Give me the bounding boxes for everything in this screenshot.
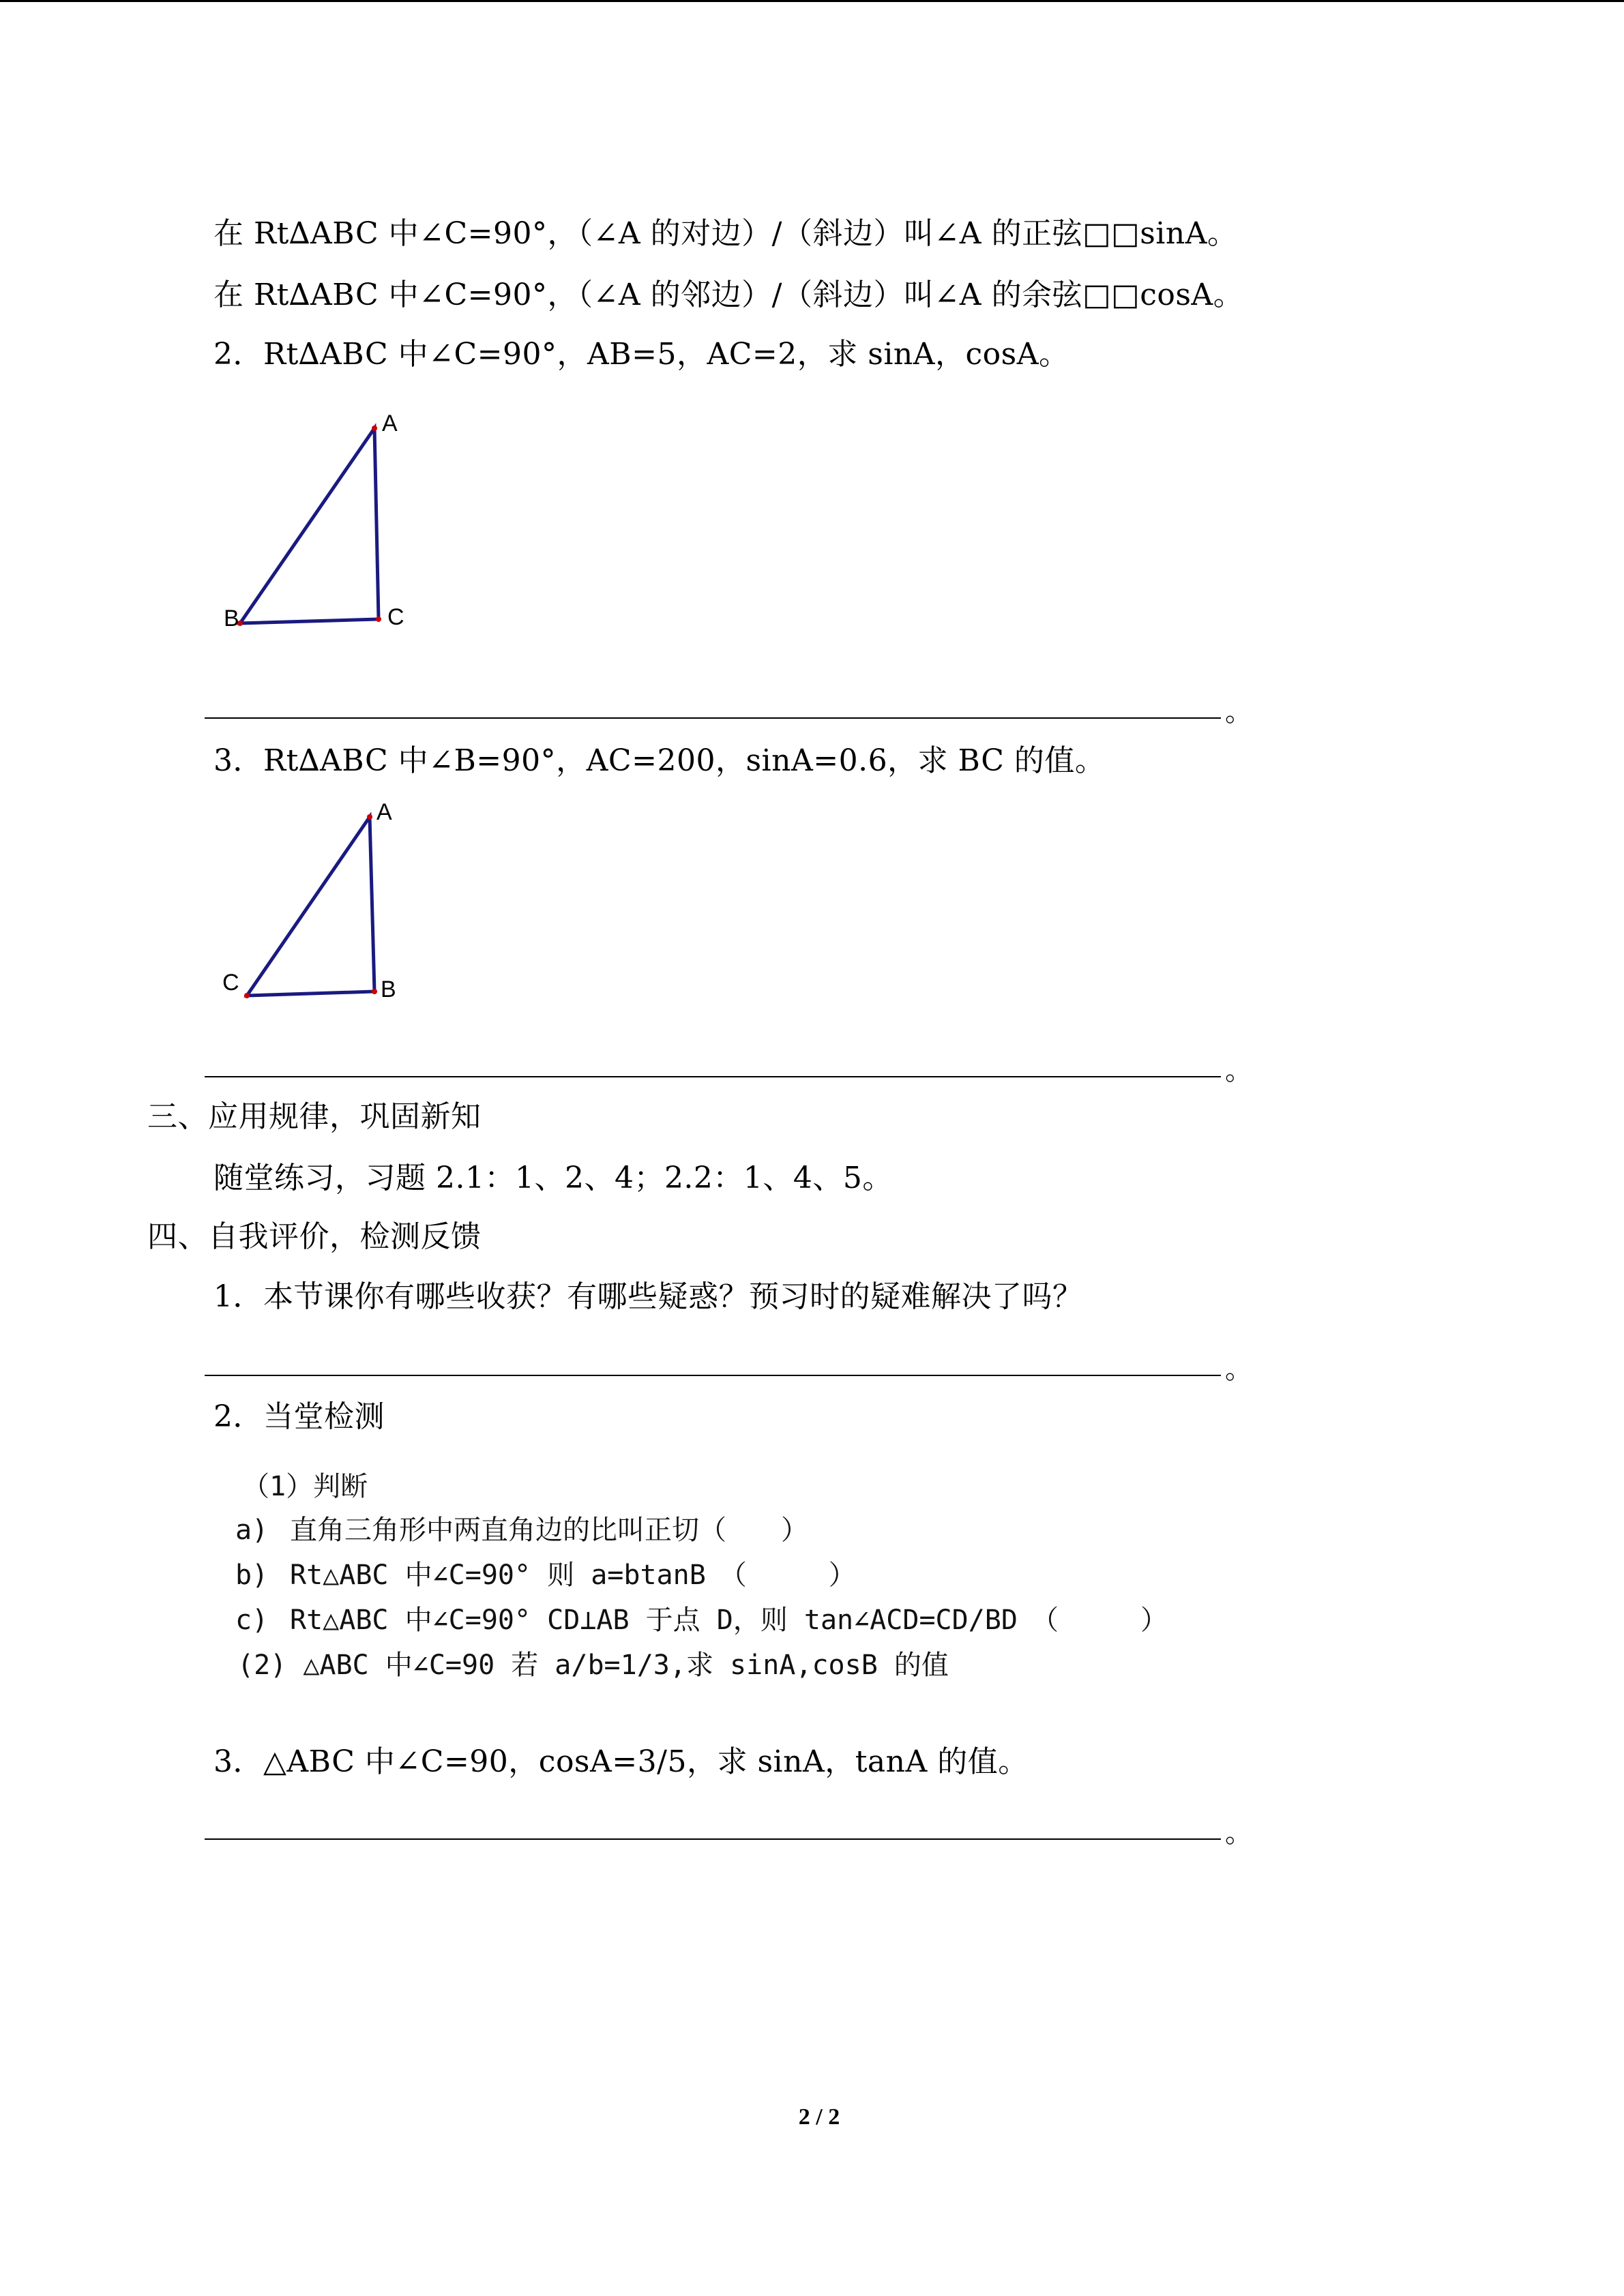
vertex-a-dot [367,814,372,820]
answer-line-period: 。 [1225,1817,1252,1849]
vertex-label-b: B [381,976,396,1002]
vertex-label-a: A [382,411,398,436]
section-4-heading: 四、自我评价，检测反馈 [147,1219,482,1254]
problem-2-triangle-figure [218,402,464,641]
vertex-label-a: A [377,799,392,825]
judge-item-marker: a) [235,1515,269,1546]
problem-final: 3．△ABC 中∠C=90，cosA=3/5，求 sinA，tanA 的值。 [213,1744,1029,1779]
vertex-label-b: B [224,606,239,631]
answer-line [205,1076,1221,1077]
judge-item-marker: c) [235,1605,269,1636]
answer-line [205,1375,1221,1376]
judge-item-b [235,1556,856,1594]
judge-item-c [235,1601,1168,1639]
vertex-label-c: C [222,970,239,996]
vertex-a-dot [372,426,377,431]
vertex-c-dot [244,993,250,998]
judge-item-text: 直角三角形中两直角边的比叫正切（ ） [290,1515,808,1546]
triangle-abc [240,428,379,623]
reflection-question: 1．本节课你有哪些收获？有哪些疑惑？预习时的疑难解决了吗？ [213,1279,1083,1314]
page-number: 2 / 2 [798,2104,840,2130]
judge-item-text: Rt△ABC 中∠C=90° CD⊥AB 于点 D，则 tan∠ACD=CD/BD （ ） [290,1605,1168,1636]
section-3-heading: 三、应用规律，巩固新知 [147,1099,482,1134]
answer-line-period: 。 [1225,1354,1252,1385]
answer-line [205,1838,1221,1840]
problem-2-text: 2．Rt∆ABC 中∠C=90°，AB=5，AC=2，求 sinA，cosA。 [213,337,1069,372]
judge-item-a [235,1511,808,1549]
cosine-definition: 在 Rt∆ABC 中∠C=90°，（∠A 的邻边）/（斜边）叫∠A 的余弦□□cosA。 [213,278,1244,312]
practice-assignment: 随堂练习，习题 2.1：1、2、4；2.2：1、4、5。 [213,1161,893,1195]
judge-part-2: (2) △ABC 中∠C=90 若 a/b=1/3,求 sinA,cosB 的值 [237,1650,949,1681]
judge-item-text: Rt△ABC 中∠C=90° 则 a=btanB （ ） [290,1560,856,1591]
vertex-c-dot [376,616,381,622]
vertex-b-dot [372,989,377,994]
problem-3-triangle-figure [218,791,464,1009]
answer-line-period: 。 [1225,1055,1252,1086]
judge-item-marker: b) [235,1560,269,1591]
sine-definition: 在 Rt∆ABC 中∠C=90°，（∠A 的对边）/（斜边）叫∠A 的正弦□□sinA。 [213,216,1238,251]
vertex-label-c: C [387,604,404,630]
answer-line-period: 。 [1225,696,1252,728]
judge-title: （1）判断 [242,1471,368,1502]
page-top-border [0,0,1624,2]
problem-3-text: 3．Rt∆ABC 中∠B=90°，AC=200，sinA=0.6，求 BC 的值。 [213,743,1106,778]
answer-line [205,717,1221,719]
triangle-abc [247,817,374,996]
in-class-test-heading: 2．当堂检测 [213,1399,385,1434]
